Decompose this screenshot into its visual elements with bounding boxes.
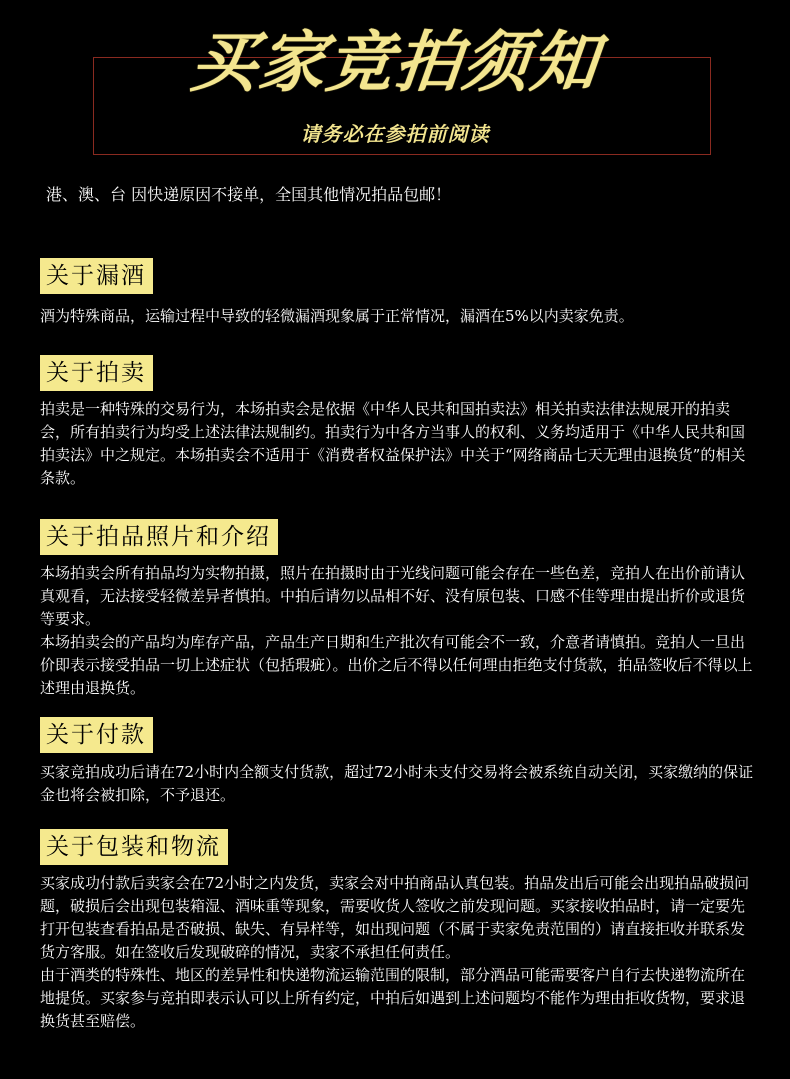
paragraph: 酒为特殊商品，运输过程中导致的轻微漏酒现象属于正常情况，漏酒在5%以内卖家免责。 bbox=[40, 307, 634, 325]
section-body-auction bbox=[40, 398, 756, 490]
section-body-logistics bbox=[40, 872, 756, 1033]
section-body-photos bbox=[40, 562, 756, 700]
paragraph: 本场拍卖会的产品均为库存产品，产品生产日期和生产批次有可能会不一致，介意者请慎拍。竞拍人一旦出价即表示接受拍品一切上述症状（包括瑕疵）。出价之后不得以任何理由拒绝支付货款，拍品签收后不得以上述理由退换货。 bbox=[40, 633, 753, 697]
paragraph: 买家成功付款后卖家会在72小时之内发货，卖家会对中拍商品认真包装。拍品发出后可能会出现拍品破损问题，破损后会出现包装箱湿、酒味重等现象，需要收货人签收之前发现问题。买家接收拍品时，请一定要先打开包装查看拍品是否破损、缺失、有异样等，如出现问题（不属于卖家免责范围的）请直接拒收并联系发货方客服。如在签收后发现破碎的情况，卖家不承担任何责任。 bbox=[40, 874, 750, 961]
section-heading-leakage: 关于漏酒 bbox=[40, 258, 153, 294]
paragraph: 本场拍卖会所有拍品均为实物拍摄，照片在拍摄时由于光线问题可能会存在一些色差，竞拍人在出价前请认真观看，无法接受轻微差异者慎拍。中拍后请勿以品相不好、没有原包装、口感不佳等理由提出折价或退货等要求。 bbox=[40, 564, 746, 628]
section-heading-payment: 关于付款 bbox=[40, 717, 153, 753]
section-body-payment bbox=[40, 761, 756, 807]
section-heading-logistics: 关于包装和物流 bbox=[40, 829, 228, 865]
page-subtitle: 请务必在参拍前阅读 bbox=[300, 122, 490, 146]
section-body-leakage bbox=[40, 305, 756, 328]
paragraph: 拍卖是一种特殊的交易行为，本场拍卖会是依据《中华人民共和国拍卖法》相关拍卖法律法规展开的拍卖会，所有拍卖行为均受上述法律法规制约。拍卖行为中各方当事人的权利、义务均适用于《中华人民共和国拍卖法》中之规定。本场拍卖会不适用于《消费者权益保护法》中关于“网络商品七天无理由退换货”的相关条款。 bbox=[40, 400, 746, 487]
shipping-notice: 港、澳、台 因快递原因不接单，全国其他情况拍品包邮！ bbox=[46, 185, 452, 204]
page-title: 买家竞拍须知 bbox=[186, 23, 604, 101]
paragraph: 由于酒类的特殊性、地区的差异性和快递物流运输范围的限制，部分酒品可能需要客户自行去快递物流所在地提货。买家参与竞拍即表示认可以上所有约定，中拍后如遇到上述问题均不能作为理由拒收货物，要求退换货甚至赔偿。 bbox=[40, 966, 746, 1030]
section-heading-auction: 关于拍卖 bbox=[40, 355, 153, 391]
paragraph: 买家竞拍成功后请在72小时内全额支付货款，超过72小时未支付交易将会被系统自动关闭，买家缴纳的保证金也将会被扣除，不予退还。 bbox=[40, 763, 754, 804]
section-heading-photos: 关于拍品照片和介绍 bbox=[40, 519, 278, 555]
